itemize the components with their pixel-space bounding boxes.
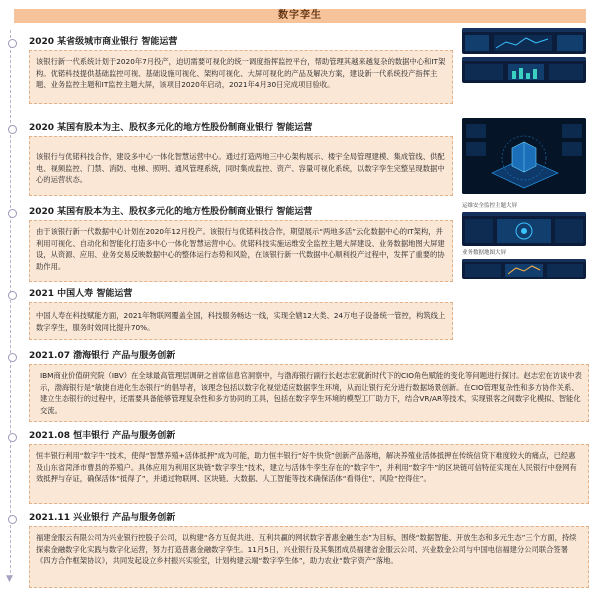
timeline-dot-icon bbox=[8, 515, 17, 524]
datacenter-model-icon bbox=[462, 118, 586, 194]
timeline-entry bbox=[29, 288, 453, 340]
entry-heading-text: 2021.08 恒丰银行 产品与服务创新 bbox=[29, 431, 176, 441]
entry-heading-text: 2020 某省级城市商业银行 智能运营 bbox=[29, 37, 178, 47]
entry-body: 中国人寿在科技赋能方面，2021年物联网覆盖全国，科技服务畅达一线，实现全辖12大类、24万电子设备统一管控，构筑线上数字孪生，服务时效同比提升70%。 bbox=[29, 302, 453, 340]
timeline-dot-icon bbox=[8, 433, 17, 442]
timeline-entry bbox=[29, 430, 589, 504]
side-caption: 业务数据地图大屏 bbox=[462, 250, 507, 256]
timeline-entry bbox=[29, 122, 453, 196]
entry-body: 福建金服云有限公司为兴业银行控股子公司，以构建“各方互促共进、互利共赢的网状数字普惠金融生态”为目标，围绕“数据智能、开放生态和多元生态”三个方面，持续探索金融数字化实践与数字化运营，努力打造普惠金融数字孪生。11月5日，兴业银行及其集团成员福建省金服云公司、兴业数金公司与中国电信福建分公司联合签署《四方合作框架协议》，共同发起设立乡村振兴实验室，计划构建云端“数字孪生体”，助力农业“数字资产”落地。 bbox=[29, 526, 589, 588]
entry-heading bbox=[29, 430, 589, 442]
entry-heading bbox=[29, 512, 589, 524]
dashboard-thumbnail bbox=[462, 259, 586, 279]
timeline-entry bbox=[29, 512, 589, 588]
entry-body: 由于该银行新一代数据中心计划在2020年12月投产。该银行与优锘科技合作，期望展示“两地多活”云化数据中心的IT架构，并利用可视化、自动化和智能化打造多中心一体化智慧运营中心。优锘科技实施运维安全监控主题大屏建设、业务数据地图大屏建设，从资源、应用、业务交易反映数据中心的整体运行态势和风险，在该银行新一代数据中心顺利投产过程中，发挥了重要的协助作用。 bbox=[29, 220, 453, 282]
timeline-dot-icon bbox=[8, 209, 17, 218]
dashboard-graphic-icon bbox=[462, 28, 586, 54]
side-gallery bbox=[462, 28, 586, 279]
dashboard-thumbnail bbox=[462, 212, 586, 246]
entry-heading bbox=[29, 206, 453, 218]
entry-heading-text: 2021.11 兴业银行 产品与服务创新 bbox=[29, 513, 176, 523]
timeline-line bbox=[10, 30, 11, 578]
timeline-entry bbox=[29, 36, 453, 104]
entry-body: 该银行与优锘科技合作，建设多中心一体化智慧运营中心。通过打造两地三中心架构展示、楼宇全局管理建模、集成管线、供配电、视频监控、门禁、消防、电梯、照明、通风管理系统，同时集成监控、资产、容量可视化系统，以数字孪生完整呈现数据中心的运营状态。 bbox=[29, 136, 453, 196]
entry-heading-text: 2020 某国有股本为主、股权多元化的地方性股份制商业银行 智能运营 bbox=[29, 123, 313, 133]
dashboard-graphic-icon bbox=[462, 57, 586, 83]
timeline-dot-icon bbox=[8, 39, 17, 48]
datacenter-3d-thumbnail bbox=[462, 118, 586, 194]
dashboard-graphic-icon bbox=[462, 259, 586, 279]
entry-heading bbox=[29, 36, 453, 48]
entry-heading-text: 2021 中国人寿 智能运营 bbox=[29, 289, 133, 299]
timeline-dot-icon bbox=[8, 125, 17, 134]
timeline-entry bbox=[29, 206, 453, 282]
timeline-arrow-icon: ▼ bbox=[6, 574, 13, 584]
dashboard-thumbnail bbox=[462, 57, 586, 83]
dashboard-graphic-icon bbox=[462, 212, 586, 246]
entry-body: IBM商业价值研究院（IBV）在全球最高管理层调研之首席信息官洞察中，与渤海银行副行长赵志宏就新时代下的CIO角色赋能的变化等问题进行探讨。赵志宏在访谈中表示，渤海银行是“敏捷自进化生态银行”的倡导者，该理念包括以数字化视觉适应数据孪生环境，从而让银行充分进行数据场景创新。在CIO管理复杂性和多方协作关系、建立生态银行的过程中，还需要具备能够管理复杂性和多方协同的工具，包括在数字孪生环境的模型工厂助力下，结合VR/AR等技术，实现银客之间数字化模拟、智能化交流。 bbox=[29, 364, 589, 422]
dashboard-thumbnail bbox=[462, 28, 586, 54]
entry-heading bbox=[29, 350, 589, 362]
entry-body: 该银行新一代系统计划于2020年7月投产，迫切需要可视化的统一调度指挥监控平台，帮助管理其越来越复杂的数据中心和IT架构。优锘科技提供基础监控可视、基础设施可视化、架构可视化、大屏可视化的产品及解决方案，建设新一代系统投产指挥主题、业务监控主题和IT监控主题大屏，该项目2020年启动，2021年4月30日完成项目验收。 bbox=[29, 50, 453, 104]
entry-heading-text: 2021.07 渤海银行 产品与服务创新 bbox=[29, 351, 176, 361]
page-title: 数字孪生 bbox=[14, 9, 586, 23]
entry-heading bbox=[29, 122, 453, 134]
timeline-dot-icon bbox=[8, 291, 17, 300]
timeline-entry bbox=[29, 350, 589, 422]
entry-heading-text: 2020 某国有股本为主、股权多元化的地方性股份制商业银行 智能运营 bbox=[29, 207, 313, 217]
timeline-dot-icon bbox=[8, 353, 17, 362]
entry-heading bbox=[29, 288, 453, 300]
side-caption: 运维安全监控主题大屏 bbox=[462, 203, 518, 209]
entry-body: 恒丰银行利用“数字牛”技术，使得“智慧养殖+活体抵押”成为可能，助力恒丰银行“好牛快贷”创新产品落地，解决养殖业活体抵押在传统信贷下难度较大的痛点，已经惠及山东省菏泽市曹县的养殖户。具体应用为利用区块链“数字孪生”技术，建立与活体牛孪生存在的“数字牛”，并利用“数字牛”的区块链可信特征实现在人民银行中登网有效抵押与存证，确保活体“抵得了”，并通过物联网、区块链、大数据、人工智能等技术确保活体“看得住”、风险“控得住”。 bbox=[29, 444, 589, 504]
